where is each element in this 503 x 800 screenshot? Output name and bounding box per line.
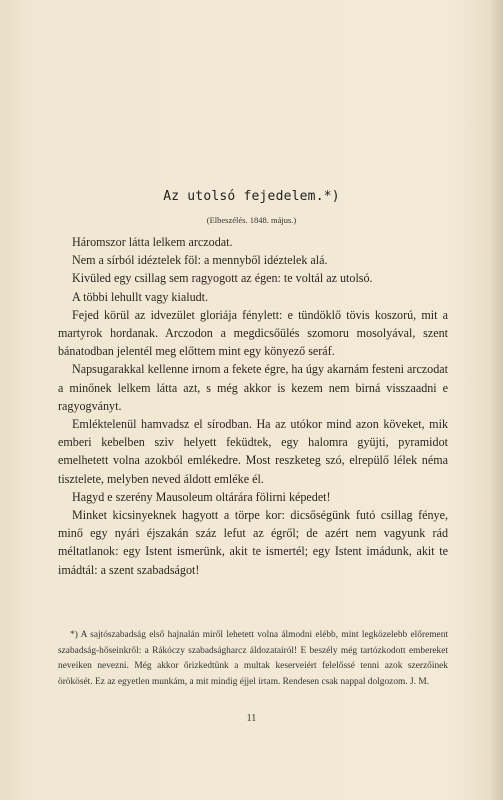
footnote-text: *) A sajtószabadság első hajnalán miről lehetett volna álmodni elébb, mint legközelebb előrement szabadság-hőseinkről: a Rákóczy szabadságharcz áldozatairól! E beszély még tartózkodott embereket neveiken nevezni. Még akkor őrizkedtünk a multak keserveiért felelőssé tenni azok szerzőinek örökösét. Ez az egyetlen munkám, a mit mindig éjjel írtam. Rendesen csak nappal dolgozom. J. M.: [58, 630, 448, 687]
page-number: 11: [246, 713, 257, 724]
paragraph: A többi lehullt vagy kialudt.: [72, 289, 209, 304]
paragraph: Kivüled egy csillag sem ragyogott az égen: te voltál az utolsó.: [72, 271, 373, 286]
paragraph: Napsugarakkal kellenne irnom a fekete égre, ha úgy akarnám festeni arczodat a minőnek lelkem látta azt, s még akkor is kezem nem birná visszaadni e ragyogványt.: [58, 362, 448, 413]
paragraph: Minket kicsinyeknek hagyott a törpe kor: dicsőségünk futó csillag fénye, minő egy nyári éjszakán száz lefut az égről; de azért nem vagyunk rád méltatlanok: egy Istent ismerünk, akit te ismertél; egy Istent imádunk, akit te imádtál: a szent szabadságot!: [58, 508, 448, 577]
paragraph: Fejed körül az idvezület gloriája fénylett: e tündöklő tövis koszorú, mit a martyrok hordanak. Arczodon a megdicsőülés szomoru mosolyával, szent bánatodban jelentél meg előttem mint egy könyező seráf.: [58, 307, 448, 359]
paragraph: Emléktelenül hamvadsz el sírodban. Ha az utókor mind azon köveket, mik emberi kebelben sziv helyett feküdtek, egy halomra gyüjti, pyramidot emelhetett volna azokból emlékedre. Most reszketeg szó, elrepülő lélek néma tisztelete, melyben neved áldott emléke él.: [58, 417, 448, 486]
paragraph: Háromszor látta lelkem arczodat.: [72, 235, 233, 249]
chapter-title: Az utolsó fejedelem.*): [163, 189, 340, 204]
paragraph: Hagyd e szerény Mausoleum oltárára fölirni képedet!: [72, 489, 331, 504]
chapter-subtitle: (Elbeszélés. 1848. május.): [206, 215, 297, 225]
page-spine-shadow: [489, 0, 503, 800]
paragraph: Nem a sírból idéztelek föl: a mennyből idéztelek alá.: [72, 253, 328, 268]
body-text: [58, 233, 448, 579]
footnote: [58, 628, 448, 690]
